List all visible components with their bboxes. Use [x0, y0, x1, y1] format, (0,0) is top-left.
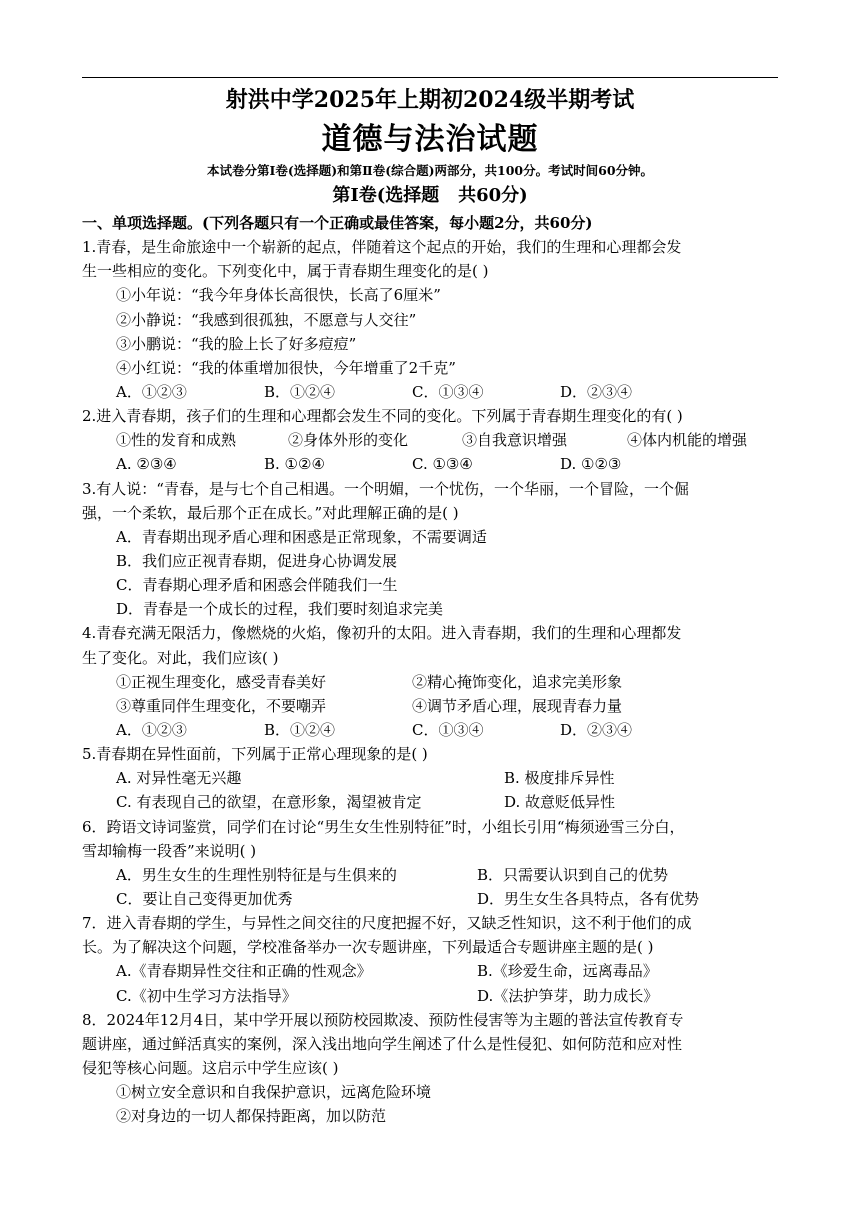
answer-options — [82, 766, 782, 790]
top-rule — [82, 77, 778, 78]
option-a: A．青春期出现矛盾心理和困惑是正常现象，不需要调适 — [116, 527, 487, 546]
statement-item: ③小鹏说：“我的脸上长了好多痘痘” — [116, 334, 357, 353]
option-b: B．只需要认识到自己的优势 — [477, 865, 669, 884]
statement-item: ②精心掩饰变化，追求完美形象 — [412, 672, 623, 691]
exam-title: 射洪中学2025年上期初2024级半期考试 — [225, 87, 635, 113]
statement-item: ①树立安全意识和自我保护意识，远离危险环境 — [116, 1083, 432, 1102]
question-stem-line: 侵犯等核心问题。这启示中学生应该( ) — [82, 1058, 339, 1077]
option-d: D. 故意贬低异性 — [504, 793, 616, 812]
statement-item: ④小红说：“我的体重增加很快，今年增重了2千克” — [116, 358, 456, 377]
option-c: C. 有表现自己的欲望，在意形象，渴望被肯定 — [116, 793, 422, 812]
statement-items — [82, 428, 782, 452]
answer-options — [82, 863, 782, 887]
question-stem-line: 7．进入青春期的学生，与异性之间交往的尺度把握不好，又缺乏性知识，这不利于他们的成 — [82, 914, 692, 933]
question-2 — [82, 404, 782, 476]
answer-options — [82, 718, 782, 742]
option-a: A. ②③④ — [116, 455, 177, 474]
statement-item: ③尊重同伴生理变化，不要嘲弄 — [116, 696, 327, 715]
statement-item: ①正视生理变化，感受青春美好 — [116, 672, 327, 691]
statement-item: ①小年说：“我今年身体长高很快，长高了6厘米” — [116, 286, 441, 305]
question-stem-line: 8．2024年12月4日，某中学开展以预防校园欺凌、预防性侵害等为主题的普法宣传教育专 — [82, 1010, 684, 1029]
question-stem-line: 4.青春充满无限活力，像燃烧的火焰，像初升的太阳。进入青春期，我们的生理和心理都发 — [82, 624, 682, 643]
question-6 — [82, 815, 782, 912]
option-a: A．男生女生的生理性别特征是与生俱来的 — [116, 865, 397, 884]
statement-item: ②对身边的一切人都保持距离，加以防范 — [116, 1107, 387, 1126]
option-b: B．我们应正视青春期，促进身心协调发展 — [116, 551, 398, 570]
option-b: B．①②④ — [264, 382, 336, 401]
exam-instructions: 本试卷分第Ⅰ卷(选择题)和第Ⅱ卷(综合题)两部分，共100分。考试时间60分钟。 — [206, 163, 654, 178]
question-5 — [82, 742, 782, 814]
statement-item: ②小静说：“我感到很孤独，不愿意与人交往” — [116, 310, 417, 329]
option-a: A．①②③ — [116, 382, 187, 401]
question-stem-line: 生了变化。对此，我们应该( ) — [82, 648, 279, 667]
option-a: A. 对异性毫无兴趣 — [116, 769, 242, 788]
option-d: D．②③④ — [560, 382, 633, 401]
answer-options — [82, 984, 782, 1008]
option-d: D.《法护笋芽，助力成长》 — [477, 986, 659, 1005]
question-list — [82, 211, 782, 1128]
option-c: C．青春期心理矛盾和困惑会伴随我们一生 — [116, 576, 398, 595]
question-3 — [82, 477, 782, 622]
option-c: C．要让自己变得更加优秀 — [116, 889, 293, 908]
option-d: D．②③④ — [560, 720, 633, 739]
question-stem-line: 题讲座，通过鲜活真实的案例，深入浅出地向学生阐述了什么是性侵犯、如何防范和应对性 — [82, 1034, 683, 1053]
question-stem-line: 生一些相应的变化。下列变化中，属于青春期生理变化的是( ) — [82, 262, 489, 281]
option-d: D．男生女生各具特点，各有优势 — [477, 889, 700, 908]
option-d: D. ①②③ — [560, 455, 622, 474]
question-stem-line: 长。为了解决这个问题，学校准备举办一次专题讲座，下列最适合专题讲座主题的是( ) — [82, 938, 654, 957]
question-stem-line: 雪却输梅一段香”来说明( ) — [82, 841, 257, 860]
statement-item: ①性的发育和成熟 — [116, 431, 237, 450]
question-stem-line: 5.青春期在异性面前，下列属于正常心理现象的是( ) — [82, 745, 428, 764]
question-4 — [82, 621, 782, 742]
answer-options — [82, 452, 782, 476]
statement-item: ④调节矛盾心理，展现青春力量 — [412, 696, 623, 715]
option-a: A．①②③ — [116, 720, 187, 739]
question-stem-line: 强，一个柔软，最后那个正在成长。”对此理解正确的是( ) — [82, 503, 459, 522]
question-stem-line: 6．跨语文诗词鉴赏，同学们在讨论“男生女生性别特征”时，小组长引用“梅须逊雪三分白， — [82, 817, 685, 836]
option-b: B. 极度排斥异性 — [504, 769, 615, 788]
option-c: C．①③④ — [412, 382, 484, 401]
question-8 — [82, 1008, 782, 1129]
option-b: B. ①②④ — [264, 455, 325, 474]
statement-items — [82, 670, 782, 694]
statement-items — [82, 694, 782, 718]
answer-options — [82, 380, 782, 404]
option-c: C. ①③④ — [412, 455, 473, 474]
statement-item: ③自我意识增强 — [462, 431, 568, 450]
question-stem-line: 2.进入青春期，孩子们的生理和心理都会发生不同的变化。下列属于青春期生理变化的有( ) — [82, 407, 683, 426]
question-stem-line: 1.青春，是生命旅途中一个崭新的起点，伴随着这个起点的开始，我们的生理和心理都会发 — [82, 238, 682, 257]
option-b: B.《珍爱生命，远离毒品》 — [477, 962, 658, 981]
option-c: C.《初中生学习方法指导》 — [116, 986, 297, 1005]
answer-options — [82, 790, 782, 814]
statement-item: ②身体外形的变化 — [288, 431, 409, 450]
question-1 — [82, 235, 782, 404]
answer-options — [82, 887, 782, 911]
subject-title: 道德与法治试题 — [321, 122, 539, 157]
option-a: A.《青春期异性交往和正确的性观念》 — [116, 962, 372, 981]
option-b: B．①②④ — [264, 720, 336, 739]
option-d: D．青春是一个成长的过程，我们要时刻追求完美 — [116, 600, 444, 619]
part-one-title: 第Ⅰ卷(选择题 共60分) — [332, 185, 528, 206]
question-stem-line: 3.有人说：“青春，是与七个自己相遇。一个明媚，一个忧伤，一个华丽，一个冒险，一个倔 — [82, 479, 689, 498]
question-7 — [82, 911, 782, 1008]
section-heading: 一、单项选择题。(下列各题只有一个正确或最佳答案，每小题2分，共60分) — [82, 214, 593, 232]
answer-options — [82, 959, 782, 983]
statement-item: ④体内机能的增强 — [627, 431, 748, 450]
option-c: C．①③④ — [412, 720, 484, 739]
